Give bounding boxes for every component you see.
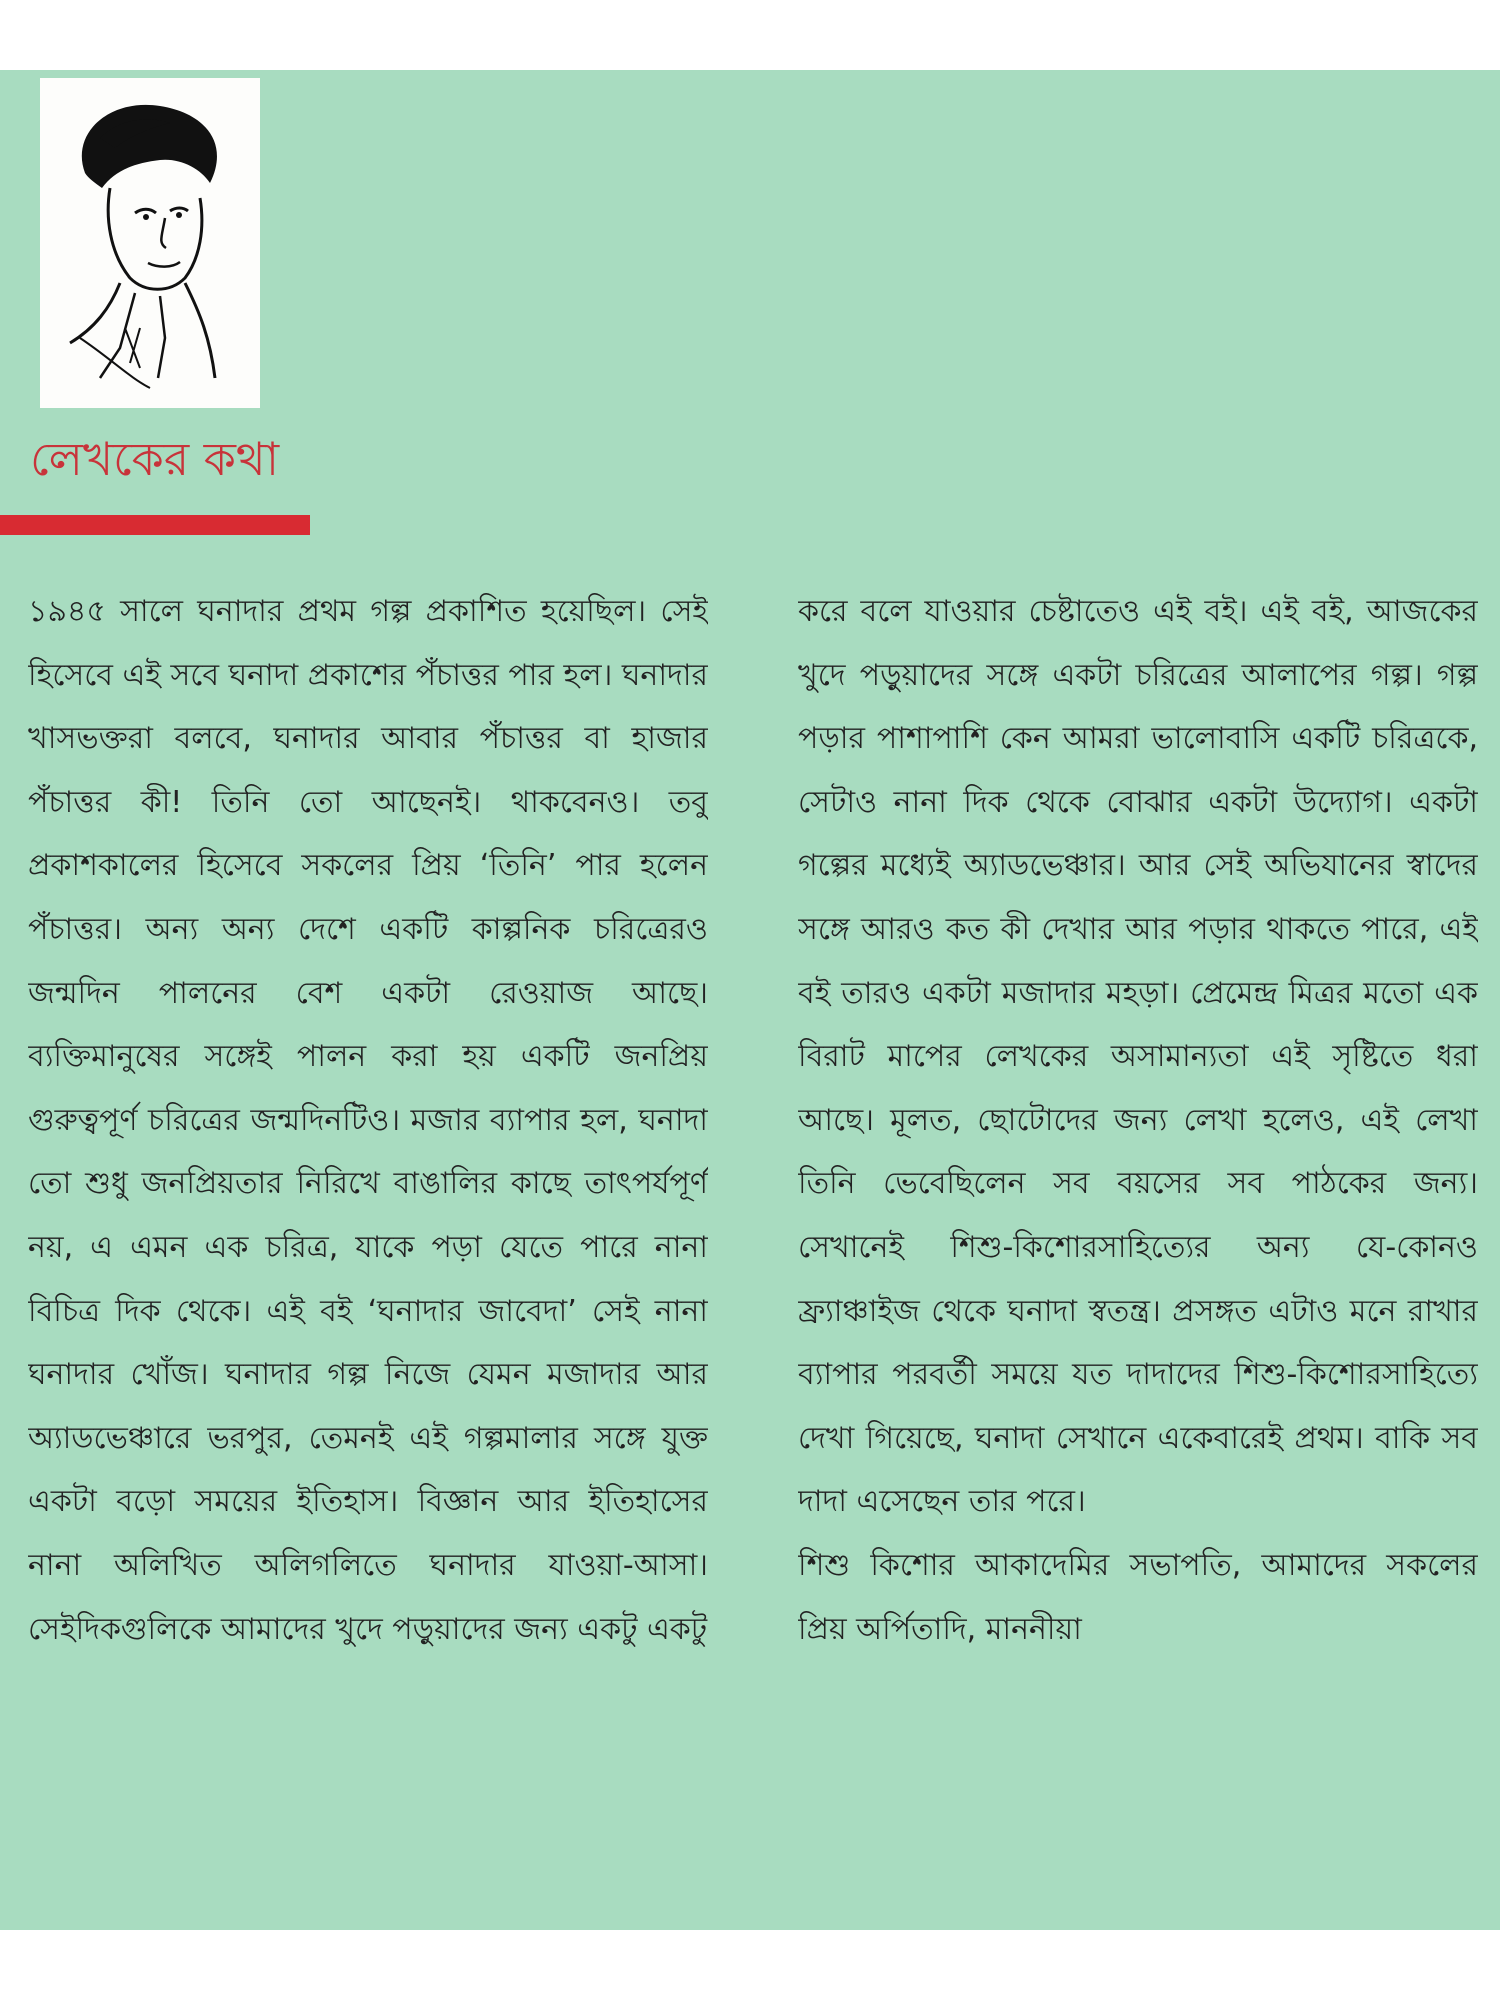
author-portrait — [40, 78, 260, 408]
paragraph: ১৯৪৫ সালে ঘনাদার প্রথম গল্প প্রকাশিত হয়েছিল। সেই হিসেবে এই সবে ঘনাদা প্রকাশের পঁচাত্তর পার হল। ঘনাদার খাসভক্তরা বলবে, ঘনাদার আবার পঁচাত্তর বা হাজার পঁচাত্তর কী! তিনি তো আছেনই। থাকবেনও। তবু প্রকাশকালের হিসেবে সকলের প্রিয় ‘তিনি’ পার হলেন পঁচাত্তর। অন্য অন্য দেশে একটি কাল্পনিক চরিত্রেরও জন্মদিন পালনের বেশ একটা রেওয়াজ আছে। ব্যক্তিমানুষের সঙ্গেই পালন করা হয় একটি জনপ্রিয় গুরুত্বপূর্ণ চরিত্রের জন্মদিনটিও। মজার ব্যাপার হল, ঘনাদা তো শুধু জনপ্রিয়তার নিরিখে বাঙালির কাছে তাৎপর্যপূর্ণ নয়, এ এমন এক চরিত্র, যাকে পড়া যেতে পারে নানা বিচিত্র দিক থেকে। এই বই ‘ঘনাদার জাবেদা’ সেই নানা ঘনাদার খোঁজ। ঘনাদার গল্প নিজে যেমন মজাদার আর অ্যাডভেঞ্চারে ভরপুর, তেমনই এই গল্পমালার সঙ্গে যুক্ত একটা বড়ো সময়ের ইতিহাস। বিজ্ঞান আর ইতিহাসের নানা অলিখিত অলিগলিতে ঘনাদার যাওয়া-আসা। সেইদিকগুলিকে আমাদের খুদে পড়ুয়াদের জন্য একটু একটু — [28, 594, 708, 1647]
paragraph: শিশু কিশোর আকাদেমির সভাপতি, আমাদের সকলের প্রিয় অর্পিতাদি, মাননীয়া — [798, 1547, 1478, 1647]
author-sketch-icon — [40, 78, 260, 408]
right-column — [798, 580, 1478, 1980]
paragraph: করে বলে যাওয়ার চেষ্টাতেও এই বই। এই বই, আজকের খুদে পড়ুয়াদের সঙ্গে একটা চরিত্রের আলাপের গল্প। গল্প পড়ার পাশাপাশি কেন আমরা ভালোবাসি একটি চরিত্রকে, সেটাও নানা দিক থেকে বোঝার একটা উদ্যোগ। একটা গল্পের মধ্যেই অ্যাডভেঞ্চার। আর সেই অভিযানের স্বাদের সঙ্গে আরও কত কী দেখার আর পড়ার থাকতে পারে, এই বই তারও একটা মজাদার মহড়া। প্রেমেন্দ্র মিত্রর মতো এক বিরাট মাপের লেখকের অসামান্যতা এই সৃষ্টিতে ধরা আছে। মূলত, ছোটোদের জন্য লেখা হলেও, এই লেখা তিনি ভেবেছিলেন সব বয়সের সব পাঠকের জন্য। সেখানেই শিশু-কিশোরসাহিত্যের অন্য যে-কোনও ফ্র্যাঞ্চাইজ থেকে ঘনাদা স্বতন্ত্র। প্রসঙ্গত এটাও মনে রাখার ব্যাপার পরবর্তী সময়ে যত দাদাদের শিশু-কিশোরসাহিত্যে দেখা গিয়েছে, ঘনাদা সেখানে একেবারেই প্রথম। বাকি সব দাদা এসেছেন তার পরে। — [798, 594, 1478, 1520]
section-heading: লেখকের কথা — [30, 432, 280, 486]
page — [0, 70, 1500, 1930]
heading-rule — [0, 515, 310, 535]
left-column — [28, 580, 708, 1980]
